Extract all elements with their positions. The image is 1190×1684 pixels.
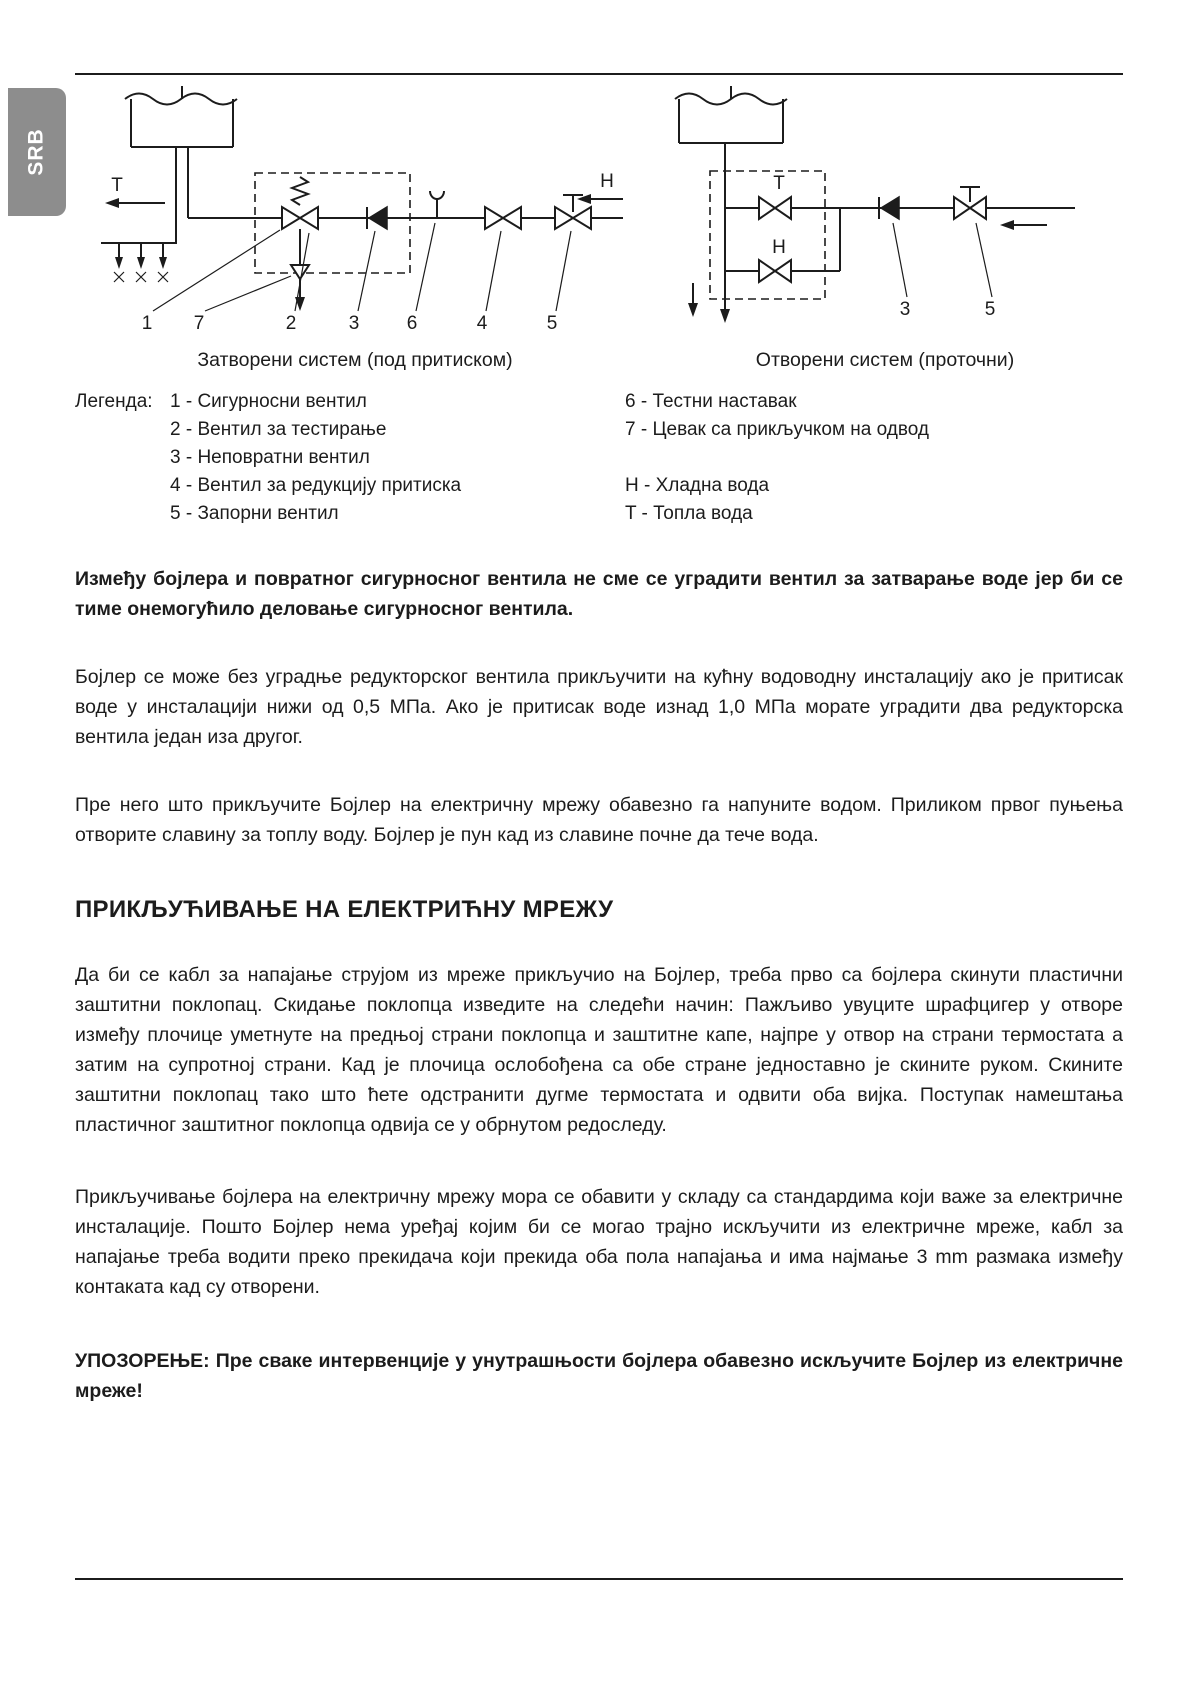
language-tab (8, 88, 66, 216)
legend (75, 388, 1123, 528)
plumbing-diagrams (75, 83, 1123, 372)
paragraph-pressure-limits: Бојлер се може без уградње редукторског вентила прикључити на кућну водоводну инсталацију ако је притисак воде у инсталацији нижи од 0,5 МПа. Ако је притисак воде изнад 1,0 МПа морате уградити два редукторска вентила један иза другог. (75, 666, 1123, 748)
legend-item: 1 - Сигурносни вентил (170, 391, 367, 412)
stop-valve-symbol (954, 187, 986, 219)
item-number-5: 5 (546, 313, 558, 334)
item-number-5: 5 (984, 299, 996, 320)
cold-water-inlet (577, 171, 623, 204)
mixing-group-box (710, 171, 825, 299)
bottom-rule (75, 1578, 1123, 1580)
tank (125, 86, 237, 147)
paragraph-fill-before-connecting: Пре него што прикључите Бојлер на електричну мрежу обавезно га напуните водом. Приликом првог пуњења отворите славину за топлу воду. Бојлер је пун кад из славине почне да тече вода. (75, 794, 1123, 846)
hot-water-branch (101, 147, 176, 282)
legend-item: H - Хладна вода (625, 475, 770, 496)
open-system-drawing (655, 83, 1115, 345)
drain-arrow (688, 303, 698, 317)
test-attachment-symbol (430, 191, 444, 218)
outlet-arrow (720, 309, 730, 323)
legend-column-right (625, 388, 1123, 528)
legend-item: 4 - Вентил за редукцију притиска (170, 475, 462, 496)
item-number-1: 1 (141, 313, 153, 334)
hot-water-arrow (105, 198, 119, 208)
paragraph-electrical-standards: Прикључивање бојлера на електричну мрежу мора се обавити у складу са стандардима који важе за електричне инсталације. Пошто Бојлер нема уређај којим би се могао трајно искључити из електричне мреже, кабл за напајање треба водити преко прекидача који прекида оба пола напајања и има најмање 3 mm размака између контаката кад су отворени. (75, 1186, 1123, 1298)
warning-no-shutoff-valve: Између бојлера и повратног сигурносног вентила не сме се уградити вентил за затварање воде јер би се тиме онемогућило деловање сигурносног вентила. (75, 568, 1123, 620)
warning-disconnect-power: УПОЗОРЕЊЕ: Пре сваке интервенције у унутрашњости бојлера обавезно искључите Бојлер из електричне мреже! (75, 1350, 1123, 1402)
item-numbers (900, 299, 996, 320)
check-valve-symbol (367, 207, 387, 229)
main-pipe (188, 147, 623, 218)
closed-system-drawing (75, 83, 635, 345)
item-number-3: 3 (899, 299, 911, 320)
legend-item: T - Топла вода (625, 503, 753, 524)
item-number-3: 3 (348, 313, 360, 334)
label-t: T (111, 175, 123, 196)
reduction-valve-symbol (485, 207, 521, 229)
tap-symbols (114, 243, 168, 282)
diagram-closed-system (75, 83, 635, 372)
tank (675, 86, 787, 143)
item-number-6: 6 (406, 313, 418, 334)
diagram-open-system (655, 83, 1115, 372)
label-h: H (772, 237, 786, 258)
legend-item: 6 - Тестни наставак (625, 391, 797, 412)
cold-water-arrow (1000, 220, 1014, 230)
open-system-caption: Отворени систем (проточни) (755, 349, 1015, 371)
leader-lines (153, 223, 571, 311)
legend-item: 3 - Неповратни вентил (170, 447, 370, 468)
legend-item: 7 - Цевак са прикључком на одвод (625, 419, 929, 440)
outlet-pipe (688, 143, 730, 323)
legend-item: 5 - Запорни вентил (170, 503, 339, 524)
leader-lines (893, 223, 992, 297)
section-heading-electrical-connection: ПРИКЉУЋИВАЊЕ НА ЕЛЕКТРИЋНУ МРЕЖУ (75, 896, 614, 923)
top-rule (75, 73, 1123, 75)
item-number-7: 7 (193, 313, 205, 334)
label-t: T (773, 173, 785, 194)
label-h: H (600, 171, 614, 192)
cold-water-inlet (1000, 220, 1047, 230)
cold-valve-symbol (725, 208, 840, 282)
safety-valve-symbol (282, 177, 318, 311)
hot-valve-symbol (759, 173, 791, 219)
item-number-2: 2 (285, 313, 297, 334)
legend-item-spacer (625, 444, 1123, 472)
page-content (75, 0, 1123, 1406)
closed-system-caption: Затворени систем (под притиском) (197, 349, 513, 371)
drain-funnel-symbol (291, 265, 309, 279)
paragraph-remove-cover: Да би се кабл за напајање струјом из мреже прикључио на Бојлер, треба прво са бојлера скинути пластични заштитни поклопац. Скидање поклопца изведите на следећи начин: Пажљиво увуците шрафцигер у отворе између плочице уметнуте на предњој страни поклопца и заштитне капе, најпре у отвор на страни термостата а затим на супротној страни. Кад је плочица ослобођена са обе стране једноставно је скините руком. Скините заштитни поклопац тако што ћете одстранити дугме термостата и одвити оба вијка. Поступак намештања пластичног заштитног поклопца одвија се у обрнутом редоследу. (75, 964, 1123, 1136)
check-valve-symbol (879, 197, 899, 219)
legend-item: 2 - Вентил за тестирање (170, 419, 387, 440)
language-tab-label: SRB (25, 128, 48, 176)
item-number-4: 4 (476, 313, 488, 334)
legend-title: Легенда: (75, 391, 153, 412)
legend-column-left (170, 388, 625, 528)
item-numbers (142, 313, 558, 334)
